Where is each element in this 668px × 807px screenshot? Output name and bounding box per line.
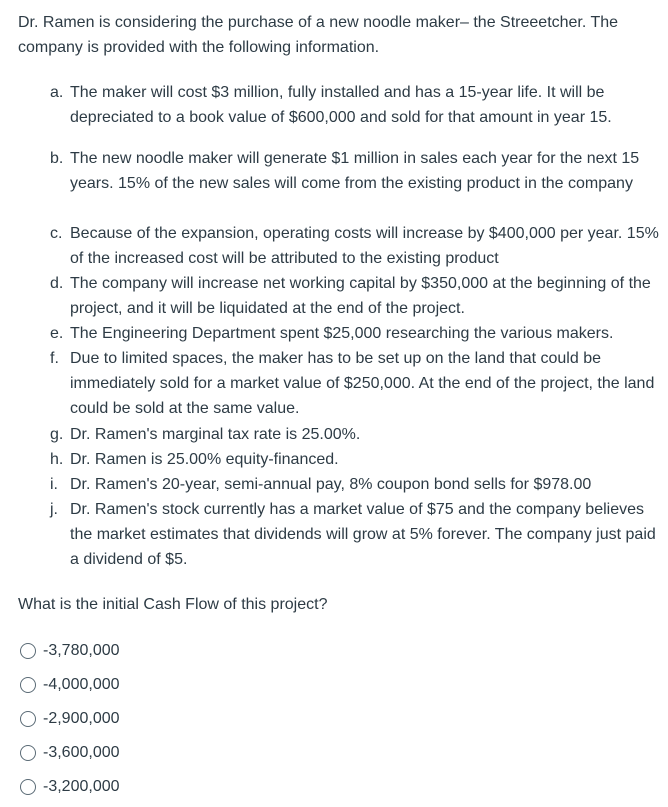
item-label: h. (50, 451, 64, 468)
option-label[interactable]: -4,000,000 (43, 676, 120, 693)
info-item-f (50, 346, 665, 421)
answer-option-4[interactable] (20, 736, 120, 770)
item-text: The Engineering Department spent $25,000 researching the various makers. (70, 325, 614, 342)
radio-button[interactable] (20, 643, 36, 659)
item-text: Due to limited spaces, the maker has to be set up on the land that could be immediately sold for a market value of $250,000. At the end of the project, the land could be sold at the same value. (70, 350, 655, 417)
option-label[interactable]: -3,200,000 (43, 778, 120, 795)
item-label: g. (50, 426, 64, 443)
item-label: c. (50, 225, 63, 242)
info-item-g (50, 422, 665, 447)
item-text: The maker will cost $3 million, fully installed and has a 15-year life. It will be depreciated to a book value of $600,000 and sold for that amount in year 15. (70, 84, 612, 126)
option-label[interactable]: -2,900,000 (43, 710, 120, 727)
info-item-a (50, 80, 665, 130)
item-label: i. (50, 476, 58, 493)
info-item-h (50, 447, 665, 472)
info-item-d (50, 271, 665, 321)
item-text: Dr. Ramen's marginal tax rate is 25.00%. (70, 426, 361, 443)
item-label: e. (50, 325, 64, 342)
radio-button[interactable] (20, 711, 36, 727)
info-item-i (50, 472, 665, 497)
option-label[interactable]: -3,780,000 (43, 642, 120, 659)
item-label: j. (50, 501, 58, 518)
info-item-j (50, 497, 665, 572)
item-text: Dr. Ramen's 20-year, semi-annual pay, 8% coupon bond sells for $978.00 (70, 476, 592, 493)
answer-option-1[interactable] (20, 634, 120, 668)
item-text: Dr. Ramen's stock currently has a market value of $75 and the company believes the market estimates that dividends will grow at 5% forever. The company just paid a dividend of $5. (70, 501, 656, 568)
item-label: b. (50, 150, 64, 167)
radio-button[interactable] (20, 745, 36, 761)
answer-options (20, 634, 120, 804)
item-label: a. (50, 84, 64, 101)
answer-option-3[interactable] (20, 702, 120, 736)
intro-text: Dr. Ramen is considering the purchase of a new noodle maker– the Streeetcher. The company is provided with the following information. (18, 14, 619, 56)
item-text: The new noodle maker will generate $1 million in sales each year for the next 15 years. 15% of the new sales will come from the existing product in the company (70, 150, 640, 192)
item-text: The company will increase net working capital by $350,000 at the beginning of the project, and it will be liquidated at the end of the project. (70, 275, 651, 317)
answer-option-5[interactable] (20, 770, 120, 804)
info-item-e (50, 321, 665, 346)
answer-option-2[interactable] (20, 668, 120, 702)
info-item-c (50, 221, 665, 271)
question-text: What is the initial Cash Flow of this project? (18, 596, 328, 613)
info-item-b (50, 146, 665, 196)
radio-button[interactable] (20, 779, 36, 795)
item-text: Dr. Ramen is 25.00% equity-financed. (70, 451, 339, 468)
item-text: Because of the expansion, operating costs will increase by $400,000 per year. 15% of the increased cost will be attributed to the existing product (70, 225, 659, 267)
option-label[interactable]: -3,600,000 (43, 744, 120, 761)
radio-button[interactable] (20, 677, 36, 693)
item-label: d. (50, 275, 64, 292)
item-label: f. (50, 350, 59, 367)
